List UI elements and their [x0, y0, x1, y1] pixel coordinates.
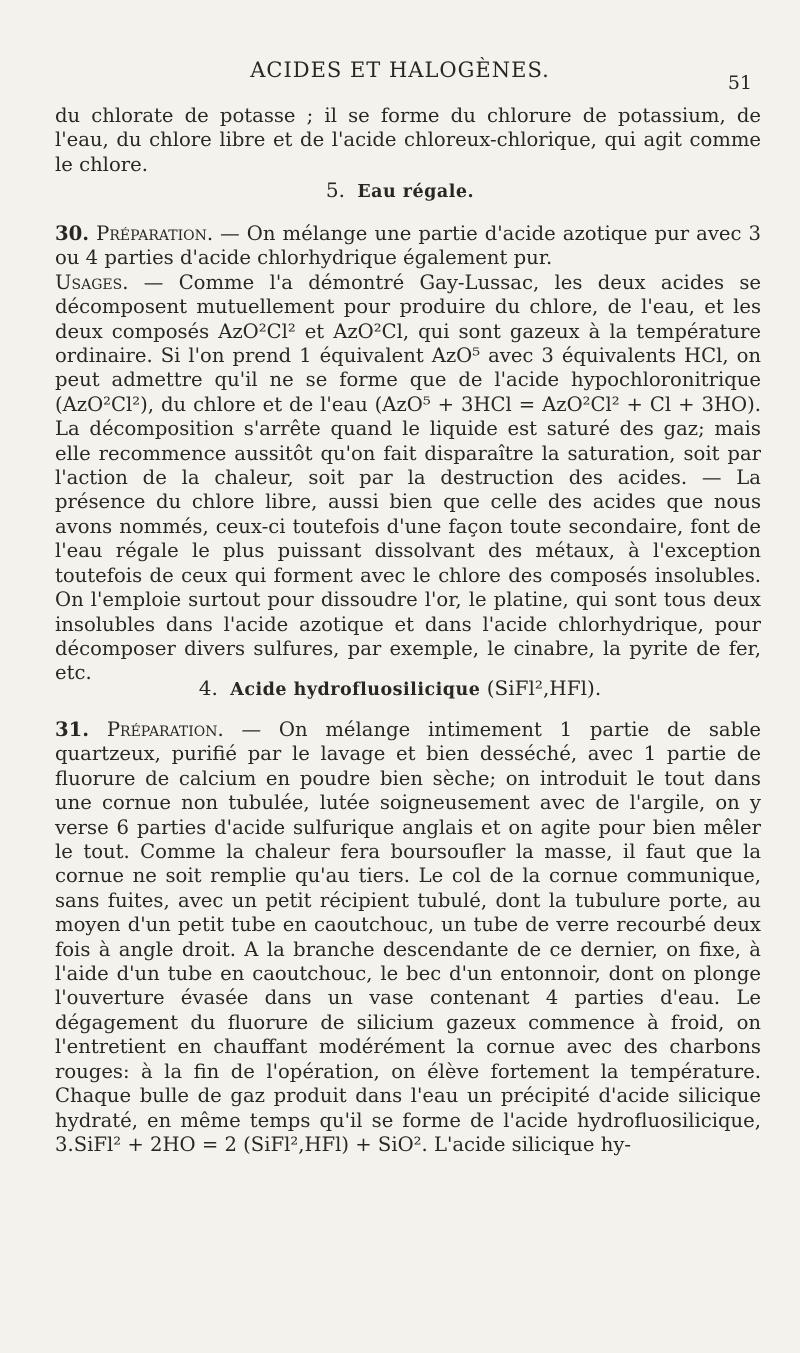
article-number: 30.	[55, 222, 90, 245]
page-number: 51	[727, 72, 752, 94]
usages-text: — Comme l'a démontré Gay-Lussac, les deux acides se décomposent mutuellement pour produire du chlore, de l'eau, et les deux composés AzO²Cl² et AzO²Cl, qui sont gazeux à la température ordinaire. Si l'on prend 1 équivalent AzO⁵ avec 3 équivalents HCl, on peut admettre qu'il ne se forme que de l'acide hypochloronitrique (AzO²Cl²), du chlore et de l'eau (AzO⁵ + 3HCl = AzO²Cl² + Cl + 3HO). La décomposition s'arrête quand le liquide est saturé des gaz; mais elle recommence aussitôt qu'on fait disparaître la saturation, soit par l'action de la chaleur, soit par la destruction des acides. — La présence du chlore libre, aussi bien que celle des acides que nous avons nommés, ceux-ci toutefois d'une façon toute secondaire, font de l'eau régale le plus puissant dissolvant des métaux, à l'exception toutefois de ceux qui forment avec le chlore des composés insolubles. On l'emploie surtout pour dissoudre l'or, le platine, qui sont tous deux insolubles dans l'acide azotique et dans l'acide chlorhydrique, pour décomposer divers sulfures, par exemple, le cinabre, la pyrite de fer, etc.	[55, 270, 761, 685]
section-title: Eau régale.	[357, 182, 475, 202]
section-title: Acide hydrofluosilicique	[230, 680, 481, 700]
section-formula: (SiFl²,HFl).	[486, 676, 602, 700]
usages-lead: Usages.	[55, 270, 129, 294]
article-30-paragraph	[55, 222, 761, 686]
running-head: ACIDES ET HALOGÈNES.	[250, 58, 550, 82]
article-lead: Préparation.	[96, 222, 214, 245]
intro-paragraph: du chlorate de potasse ; il se forme du chlorure de potassium, de l'eau, du chlore libre et de l'acide chloreux-chlorique, qui agit comme le chlore.	[55, 104, 761, 176]
article-lead: Préparation.	[106, 718, 224, 741]
section-number: 5.	[325, 178, 345, 202]
section-number: 4.	[198, 676, 218, 700]
article-number: 31.	[55, 718, 90, 741]
article-text: — On mélange une partie d'acide azotique pur avec 3 ou 4 parties d'acide chlorhydrique également pur.	[55, 222, 761, 270]
section-heading-acide-hydrofluosilicique	[0, 676, 800, 700]
section-heading-eau-regale	[0, 178, 800, 202]
article-31-paragraph	[55, 718, 761, 1157]
article-text: — On mélange intimement 1 partie de sable quartzeux, purifié par le lavage et bien desséché, avec 1 partie de fluorure de calcium en poudre bien sèche; on introduit le tout dans une cornue non tubulée, lutée soigneusement avec de l'argile, on y verse 6 parties d'acide sulfurique anglais et on agite pour bien mêler le tout. Comme la chaleur fera boursoufler la masse, il faut que la cornue ne soit remplie qu'au tiers. Le col de la cornue communique, sans fuites, avec un petit récipient tubulé, dont la tubulure porte, au moyen d'un petit tube en caoutchouc, un tube de verre recourbé deux fois à angle droit. A la branche descendante de ce dernier, on fixe, à l'aide d'un tube en caoutchouc, le bec d'un entonnoir, dont on plonge l'ouverture évasée dans un vase contenant 4 parties d'eau. Le dégagement du fluorure de silicium gazeux commence à froid, on l'entretient en chauffant modérément la cornue avec des charbons rouges: à la fin de l'opération, on élève fortement la température. Chaque bulle de gaz produit dans l'eau un précipité d'acide silicique hydraté, en même temps qu'il se forme de l'acide hydrofluosilicique, 3.SiFl² + 2HO = 2 (SiFl²,HFl) + SiO². L'acide silicique hy-	[55, 718, 761, 1156]
